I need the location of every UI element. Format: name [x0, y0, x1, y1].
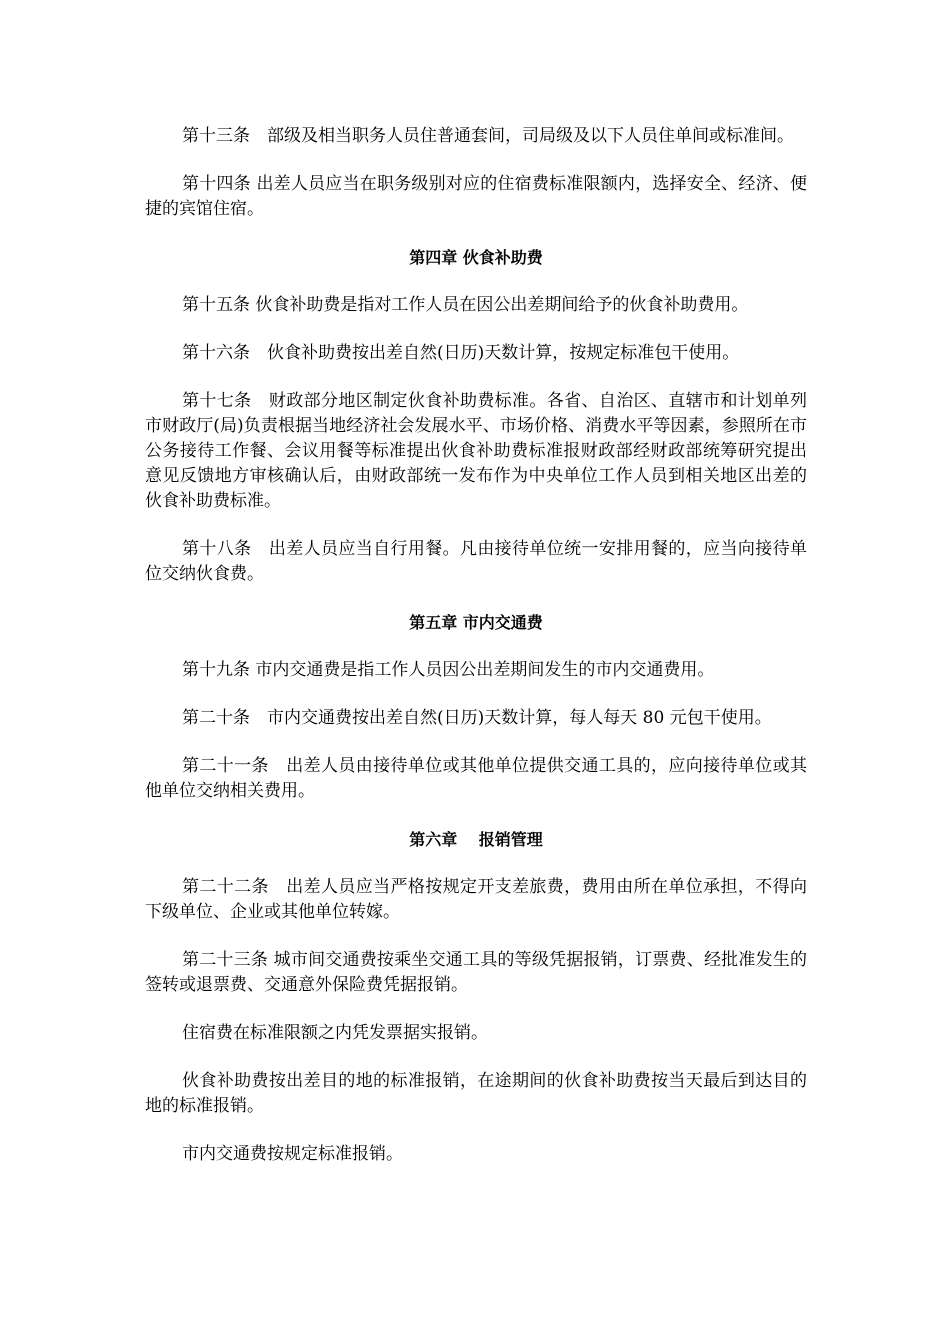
article-14: 第十四条 出差人员应当在职务级别对应的住宿费标准限额内，选择安全、经济、便捷的宾馆住宿。: [145, 174, 807, 219]
article-23: 第二十三条 城市间交通费按乘坐交通工具的等级凭据报销，订票费、经批准发生的签转或退票费、交通意外保险费凭据报销。: [145, 950, 807, 995]
article-13: 第十三条 部级及相当职务人员住普通套间，司局级及以下人员住单间或标准间。: [182, 126, 794, 146]
chapter-6-heading: 第六章 报销管理: [409, 830, 543, 849]
article-17: 第十七条 财政部分地区制定伙食补助费标准。各省、自治区、直辖市和计划单列市财政厅(局)负责根据当地经济社会发展水平、市场价格、消费水平等因素，参照所在市公务接待工作餐、会议用餐等标准提出伙食补助费标准报财政部经财政部统筹研究提出意见反馈地方审核确认后，由财政部统一发布作为中央单位工作人员到相关地区出差的伙食补助费标准。: [145, 391, 807, 511]
chapter-4-heading: 第四章 伙食补助费: [409, 248, 543, 267]
article-20: 第二十条 市内交通费按出差自然(日历)天数计算，每人每天 80 元包干使用。: [182, 708, 772, 728]
meal-subsidy-reimbursement-paragraph: 伙食补助费按出差目的地的标准报销，在途期间的伙食补助费按当天最后到达目的地的标准报销。: [145, 1071, 807, 1116]
lodging-reimbursement-paragraph: 住宿费在标准限额之内凭发票据实报销。: [182, 1023, 488, 1043]
article-21: 第二十一条 出差人员由接待单位或其他单位提供交通工具的，应向接待单位或其他单位交纳相关费用。: [145, 756, 807, 801]
chapter-5-heading: 第五章 市内交通费: [409, 613, 543, 632]
article-18: 第十八条 出差人员应当自行用餐。凡由接待单位统一安排用餐的，应当向接待单位交纳伙食费。: [145, 539, 807, 584]
document-body: [145, 124, 807, 1190]
article-22: 第二十二条 出差人员应当严格按规定开支差旅费，费用由所在单位承担，不得向下级单位、企业或其他单位转嫁。: [145, 877, 807, 922]
local-transport-reimbursement-paragraph: 市内交通费按规定标准报销。: [182, 1144, 403, 1164]
article-15: 第十五条 伙食补助费是指对工作人员在因公出差期间给予的伙食补助费用。: [182, 295, 749, 315]
article-16: 第十六条 伙食补助费按出差自然(日历)天数计算，按规定标准包干使用。: [182, 343, 740, 363]
article-19: 第十九条 市内交通费是指工作人员因公出差期间发生的市内交通费用。: [182, 660, 715, 680]
